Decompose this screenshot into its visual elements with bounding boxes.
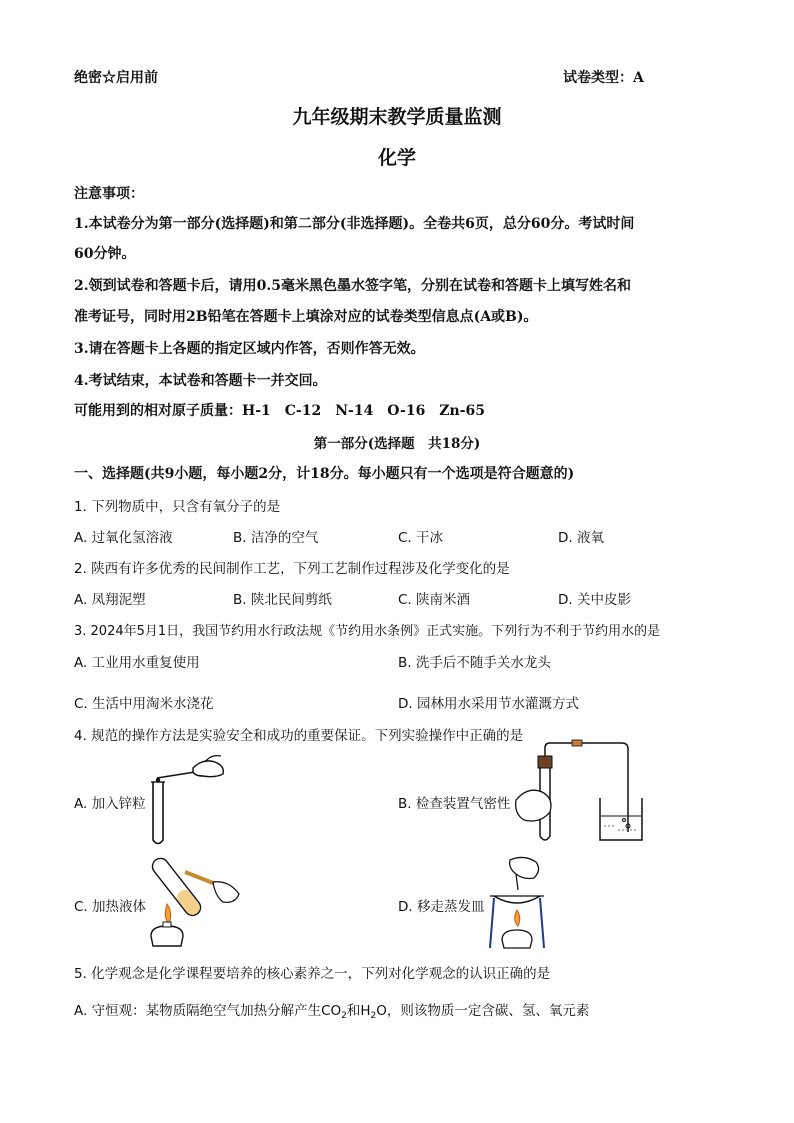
q2-option-c: C. 陕南米酒	[398, 592, 471, 608]
q1-option-d: D. 液氧	[558, 530, 604, 546]
note-1-line-1: 1.本试卷分为第一部分(选择题)和第二部分(非选择题)。全卷共6页，总分60分。考试时间	[74, 216, 635, 232]
heating-liquid-illustration	[143, 852, 243, 952]
note-1-line-2: 60分钟。	[74, 246, 136, 262]
q2-stem: 2. 陕西有许多优秀的民间制作工艺，下列工艺制作过程涉及化学变化的是	[74, 561, 510, 577]
q4-option-b: B. 检查装置气密性	[398, 796, 511, 812]
q5-option-a-prefix: A. 守恒观：某物质隔绝空气加热分解产生	[74, 1003, 322, 1019]
q5-and: 和	[346, 1003, 361, 1019]
section-heading: 一、选择题(共9小题，每小题2分，计18分。每小题只有一个选项是符合题意的)	[74, 466, 575, 482]
note-3: 3.请在答题卡上各题的指定区域内作答，否则作答无效。	[74, 341, 425, 357]
page-title: 九年级期末教学质量监测	[292, 106, 502, 128]
zinc-addition-illustration	[145, 748, 235, 848]
note-4: 4.考试结束，本试卷和答题卡一并交回。	[74, 373, 327, 389]
part1-heading: 第一部分(选择题 共18分)	[313, 436, 481, 452]
q1-option-b: B. 洁净的空气	[233, 530, 319, 546]
q1-option-c: C. 干冰	[398, 530, 444, 546]
q4-option-c: C. 加热液体	[74, 899, 147, 915]
q5-option-a-suffix: ，则该物质一定含碳、氢、氧元素	[386, 1003, 590, 1019]
q3-option-c: C. 生活中用淘米水浇花	[74, 696, 214, 712]
q2-option-d: D. 关中皮影	[558, 592, 631, 608]
subject-title: 化学	[377, 147, 416, 169]
evaporating-dish-illustration	[484, 852, 550, 952]
co2-formula: $CO_2$	[321, 1003, 347, 1021]
q2-option-a: A. 凤翔泥塑	[74, 592, 146, 608]
q4-stem: 4. 规范的操作方法是实验安全和成功的重要保证。下列实验操作中正确的是	[74, 728, 524, 744]
secret-label: 绝密☆启用前	[74, 70, 158, 86]
q1-stem: 1. 下列物质中，只含有氧分子的是	[74, 499, 281, 515]
notes-heading: 注意事项：	[74, 186, 144, 202]
paper-type: 试卷类型：A	[563, 70, 644, 86]
q5-option-a	[74, 999, 589, 1021]
note-2-line-2: 准考证号，同时用2B铅笔在答题卡上填涂对应的试卷类型信息点(A或B)。	[74, 309, 538, 325]
q3-option-d: D. 园林用水采用节水灌溉方式	[398, 696, 579, 712]
q4-option-a: A. 加入锌粒	[74, 796, 146, 812]
q3-option-b: B. 洗手后不随手关水龙头	[398, 655, 551, 671]
atomic-mass-line: 可能用到的相对原子质量：H-1 C-12 N-14 O-16 Zn-65	[74, 403, 485, 419]
q3-stem: 3. 2024年5月1日，我国节约用水行政法规《节约用水条例》正式实施。下列行为不利于节约用水的是	[74, 624, 661, 639]
q1-option-a: A. 过氧化氢溶液	[74, 530, 173, 546]
q2-option-b: B. 陕北民间剪纸	[233, 592, 332, 608]
airtightness-check-illustration	[510, 740, 645, 850]
q3-option-a: A. 工业用水重复使用	[74, 655, 200, 671]
q5-stem: 5. 化学观念是化学课程要培养的核心素养之一，下列对化学观念的认识正确的是	[74, 966, 551, 982]
q4-option-d: D. 移走蒸发皿	[398, 899, 485, 915]
note-2-line-1: 2.领到试卷和答题卡后，请用0.5毫米黑色墨水签字笔，分别在试卷和答题卡上填写姓名和	[74, 278, 631, 294]
h2o-formula: $H_2O$	[360, 1003, 387, 1021]
